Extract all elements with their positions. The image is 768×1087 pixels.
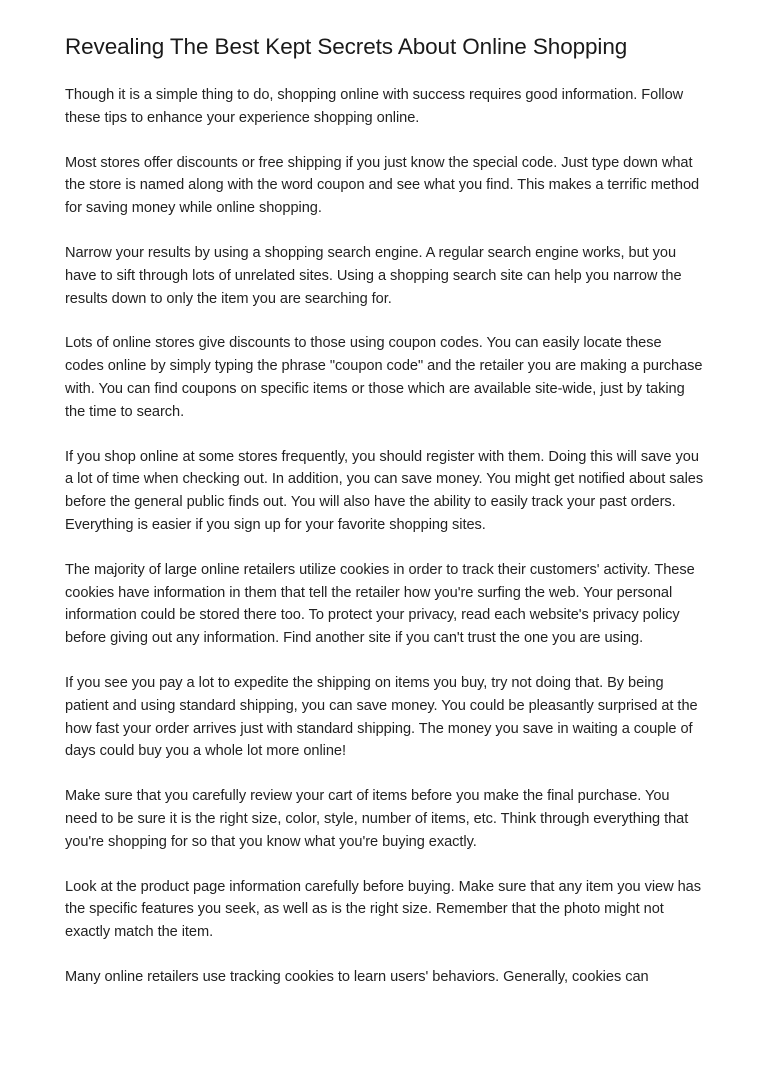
- document-body: [65, 84, 704, 989]
- document-title: Revealing The Best Kept Secrets About Online Shopping: [65, 34, 628, 59]
- paragraph: Most stores offer discounts or free shipping if you just know the special code. Just type down what the store is named along with the word coupon and see what you find. This makes a terrific method for saving money while online shopping.: [65, 154, 700, 217]
- paragraph: Narrow your results by using a shopping search engine. A regular search engine works, but you have to sift through lots of unrelated sites. Using a shopping search site can help you narrow the results down to only the item you are searching for.: [65, 244, 682, 307]
- paragraph: If you see you pay a lot to expedite the shipping on items you buy, try not doing that. By being patient and using standard shipping, you can save money. You could be pleasantly surprised at the how fast your order arrives just with standard shipping. The money you save in waiting a couple of days could buy you a whole lot more online!: [65, 674, 698, 760]
- paragraph: Though it is a simple thing to do, shopping online with success requires good information. Follow these tips to enhance your experience shopping online.: [65, 87, 684, 126]
- paragraph: Lots of online stores give discounts to those using coupon codes. You can easily locate these codes online by simply typing the phrase "coupon code" and the retailer you are making a purchase with. You can find coupons on specific items or those which are available site-wide, just by taking the time to search.: [65, 335, 703, 420]
- paragraph: Many online retailers use tracking cookies to learn users' behaviors. Generally, cookies can: [65, 968, 649, 985]
- paragraph: Look at the product page information carefully before buying. Make sure that any item you view has the specific features you seek, as well as is the right size. Remember that the photo might not exactly match the item.: [65, 878, 701, 941]
- paragraph: If you shop online at some stores frequently, you should register with them. Doing this will save you a lot of time when checking out. In addition, you can save money. You might get notified about sales before the general public finds out. You will also have the ability to easily track your past orders. Everything is easier if you sign up for your favorite shopping sites.: [65, 448, 704, 533]
- paragraph: Make sure that you carefully review your cart of items before you make the final purchase. You need to be sure it is the right size, color, style, number of items, etc. Think through everything that you're shopping for so that you know what you're buying exactly.: [65, 788, 689, 850]
- paragraph: The majority of large online retailers utilize cookies in order to track their customers' activity. These cookies have information in them that tell the retailer how you're surfing the web. Your personal information could be stored there too. To protect your privacy, read each website's privacy policy before giving out any information. Find another site if you can't trust the one you are using.: [65, 561, 695, 647]
